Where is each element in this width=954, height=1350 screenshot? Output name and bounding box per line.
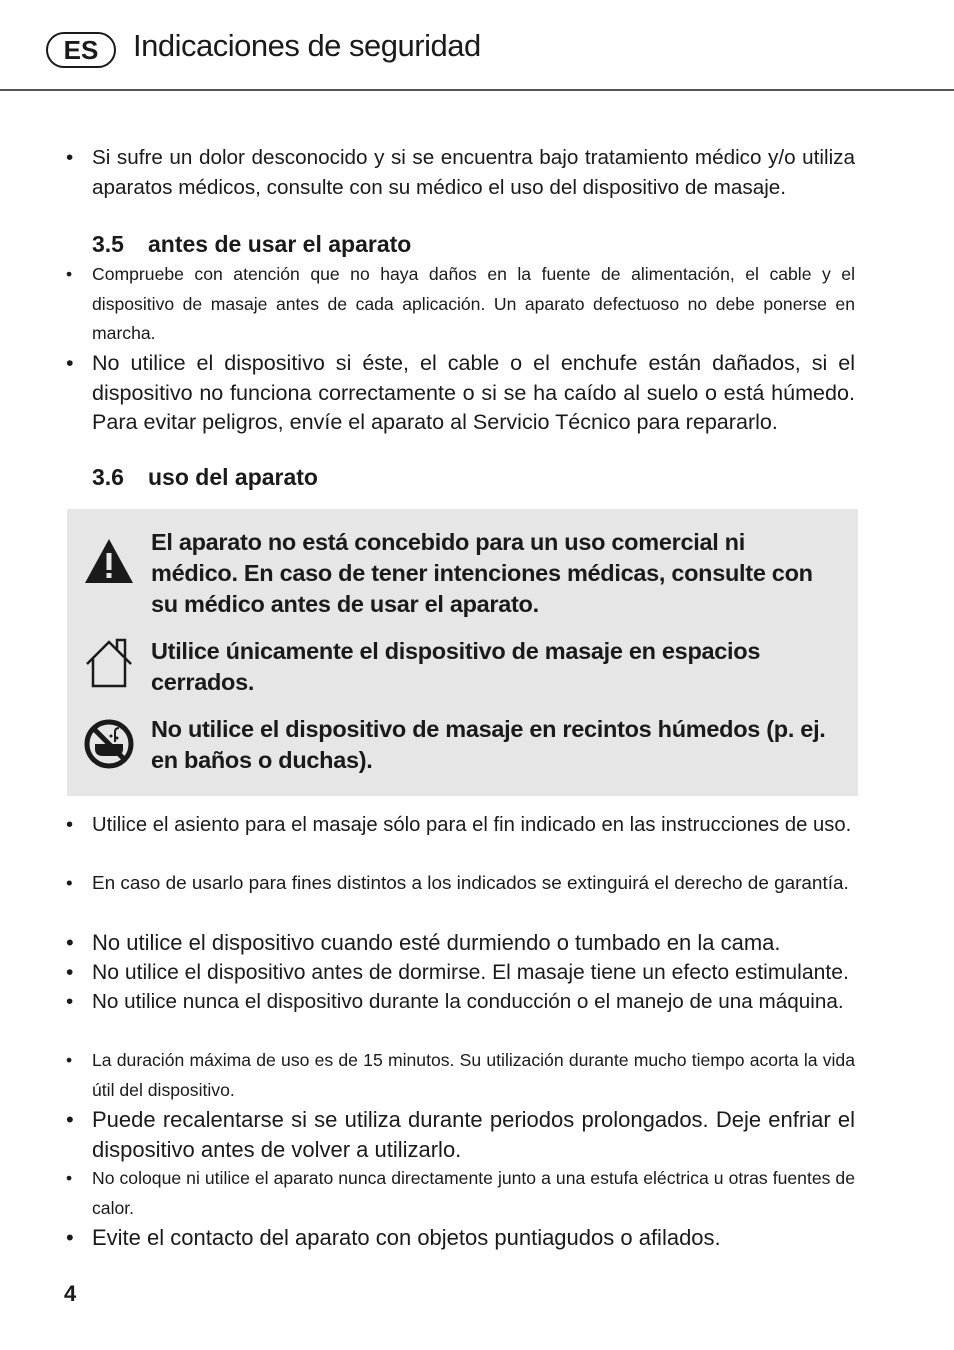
list-item	[66, 958, 855, 988]
page-title: Indicaciones de seguridad	[133, 28, 481, 63]
list-item	[66, 348, 855, 437]
bullet-dot: •	[66, 873, 73, 894]
list-item	[66, 1046, 855, 1105]
list-item-text: Si sufre un dolor desconocido y si se encuentra bajo tratamiento médico y/o utiliza aparatos médicos, consulte con su médico el uso del dispositivo de masaje.	[92, 146, 855, 199]
bullet-dot: •	[66, 1107, 74, 1132]
list-item-text: No utilice el dispositivo antes de dormirse. El masaje tiene un efecto estimulante.	[92, 961, 849, 984]
section-title: uso del aparato	[148, 464, 318, 490]
indoor-house-icon	[81, 636, 137, 692]
bullet-dot: •	[66, 1225, 74, 1250]
bullet-dot: •	[66, 350, 74, 375]
section-heading-3-5	[92, 231, 411, 258]
bullet-dot: •	[66, 264, 73, 284]
list-item-text: Puede recalentarse si se utiliza durante periodos prolongados. Deje enfriar el dispositivo antes de volver a utilizarlo.	[92, 1107, 855, 1162]
section-number: 3.6	[92, 464, 124, 490]
warning-text: El aparato no está concebido para un uso comercial ni médico. En caso de tener intenciones médicas, consulte con su médico antes de usar el aparato.	[151, 529, 813, 617]
list-item-text: Utilice el asiento para el masaje sólo para el fin indicado en las instrucciones de uso.	[92, 814, 852, 836]
warning-box	[67, 509, 858, 796]
bullet-dot: •	[66, 1168, 73, 1188]
list-item	[66, 1105, 855, 1164]
list-item	[66, 811, 855, 841]
section-number: 3.5	[92, 231, 124, 257]
list-item	[66, 143, 855, 202]
no-bathtub-icon	[81, 716, 137, 772]
list-item-text: La duración máxima de uso es de 15 minutos. Su utilización durante mucho tiempo acorta la vida útil del dispositivo.	[92, 1050, 855, 1100]
list-item-text: Compruebe con atención que no haya daños en la fuente de alimentación, el cable y el dispositivo de masaje antes de cada aplicación. Un aparato defectuoso no debe ponerse en marcha.	[92, 264, 855, 343]
bullet-dot: •	[66, 930, 74, 955]
bullet-dot: •	[66, 814, 74, 836]
list-item	[66, 987, 855, 1017]
list-item	[66, 869, 855, 899]
list-item	[66, 1164, 855, 1223]
page-header	[0, 0, 954, 90]
list-item	[66, 260, 855, 349]
page-number: 4	[64, 1281, 77, 1306]
warning-text: No utilice el dispositivo de masaje en recintos húmedos (p. ej. en baños o duchas).	[151, 716, 826, 773]
bullet-dot: •	[66, 961, 74, 984]
list-item-text: Evite el contacto del aparato con objetos puntiagudos o afilados.	[92, 1225, 721, 1250]
list-item-text: No utilice nunca el dispositivo durante la conducción o el manejo de una máquina.	[92, 990, 844, 1013]
bullet-dot: •	[66, 990, 74, 1013]
header-divider	[0, 89, 954, 91]
warning-text: Utilice únicamente el dispositivo de masaje en espacios cerrados.	[151, 638, 761, 695]
list-item-text: No utilice el dispositivo cuando esté durmiendo o tumbado en la cama.	[92, 930, 781, 955]
section-heading-3-6	[92, 464, 318, 491]
list-item	[66, 928, 855, 958]
warning-triangle-icon	[81, 533, 137, 589]
bullet-dot: •	[66, 146, 74, 169]
language-badge: ES	[46, 32, 116, 68]
list-item	[66, 1223, 855, 1253]
list-item-text: No utilice el dispositivo si éste, el cable o el enchufe están dañados, si el dispositivo no funciona correctamente o si se ha caído al suelo o está húmedo. Para evitar peligros, envíe el aparato al Servicio Técnico para repararlo.	[92, 350, 855, 434]
list-item-text: En caso de usarlo para fines distintos a los indicados se extinguirá el derecho de garantía.	[92, 873, 849, 894]
bullet-dot: •	[66, 1050, 73, 1070]
section-title: antes de usar el aparato	[148, 231, 412, 257]
list-item-text: No coloque ni utilice el aparato nunca directamente junto a una estufa eléctrica u otras fuentes de calor.	[92, 1168, 855, 1218]
